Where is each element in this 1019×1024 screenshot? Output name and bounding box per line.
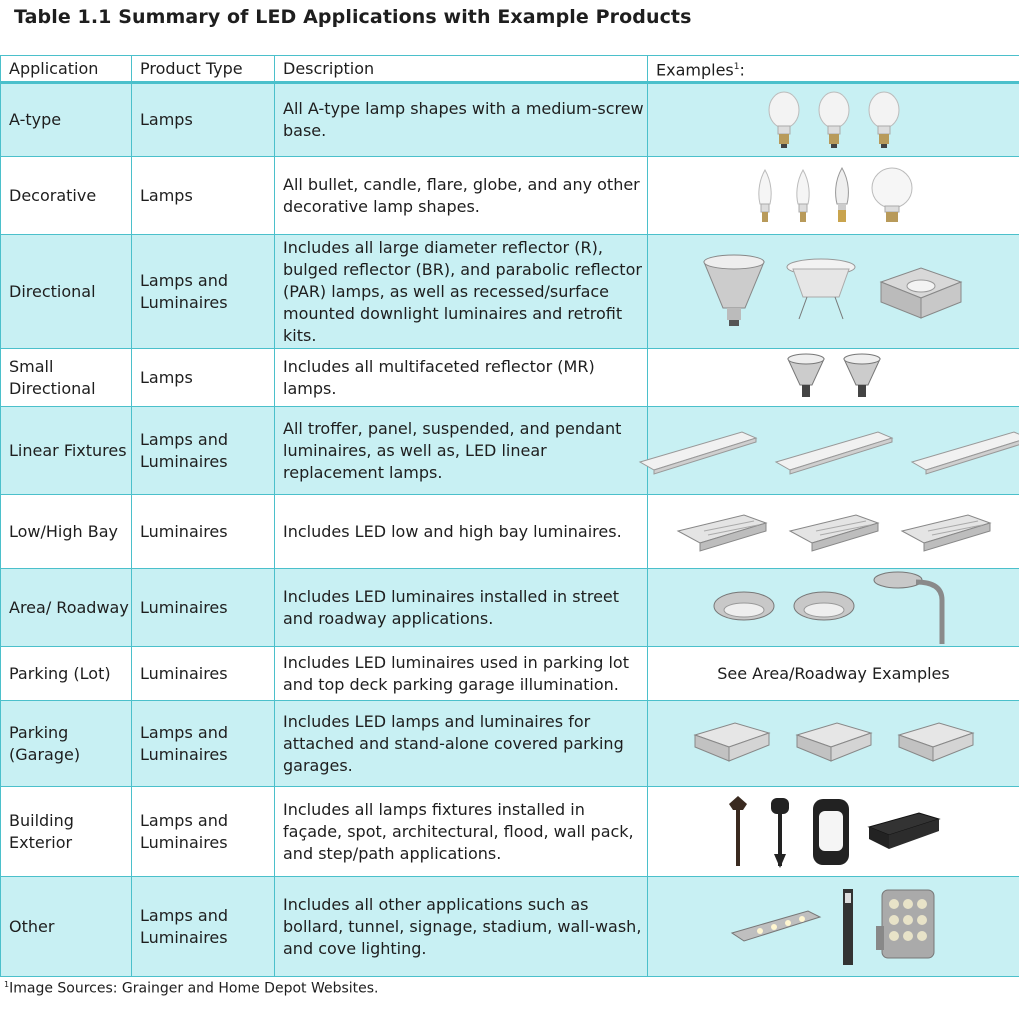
- cell-application: Directional: [1, 235, 132, 349]
- cell-examples: [648, 495, 1019, 569]
- table-row: [1, 157, 1019, 235]
- table-row: [1, 349, 1019, 407]
- cell-product-type: Lamps and Luminaires: [132, 407, 275, 495]
- cell-description: Includes all large diameter reflector (R), bulged reflector (BR), and parabolic reflector (PAR) lamps, as well as recessed/surface mounted downlight luminaires and retrofit kits.: [275, 235, 648, 349]
- a-type-bulb-icon: [817, 90, 851, 150]
- mr-lamp-icon: [786, 353, 826, 403]
- table-row: [1, 787, 1019, 877]
- header-examples-colon: :: [739, 60, 745, 80]
- header-examples-footnote-mark: 1: [733, 62, 740, 72]
- mr-lamp-icon: [842, 353, 882, 403]
- example-product-images: [648, 426, 1019, 476]
- footnote-text: Image Sources: Grainger and Home Depot Websites.: [9, 980, 379, 997]
- garage-fixture-icon: [791, 717, 877, 771]
- cell-description: Includes all lamps fixtures installed in façade, spot, architectural, flood, wall pack, and step/path applications.: [275, 787, 648, 877]
- cell-application: Linear Fixtures: [1, 407, 132, 495]
- table-row: [1, 407, 1019, 495]
- cell-product-type: Lamps: [132, 83, 275, 157]
- cell-examples: [648, 83, 1019, 157]
- table-row: [1, 235, 1019, 349]
- example-product-images: [648, 570, 1019, 646]
- cell-product-type: Lamps: [132, 157, 275, 235]
- cell-examples: [648, 349, 1019, 407]
- header-application: Application: [1, 56, 132, 83]
- header-examples: [648, 56, 1019, 83]
- cell-application: Small Directional: [1, 349, 132, 407]
- led-applications-table: [0, 55, 1019, 977]
- high-bay-icon: [674, 509, 770, 555]
- example-product-images: [648, 886, 1019, 968]
- cell-examples: [648, 407, 1019, 495]
- cell-examples: [648, 157, 1019, 235]
- cell-application: Other: [1, 877, 132, 977]
- cell-examples: [648, 787, 1019, 877]
- table-row: [1, 495, 1019, 569]
- cell-description: Includes all other applications such as bollard, tunnel, signage, stadium, wall-wash, and cove lighting.: [275, 877, 648, 977]
- cell-product-type: Lamps and Luminaires: [132, 877, 275, 977]
- cell-description: All A-type lamp shapes with a medium-screw base.: [275, 83, 648, 157]
- wall-sconce-icon: [811, 797, 851, 867]
- garage-fixture-icon: [689, 717, 775, 771]
- cell-product-type: Luminaires: [132, 647, 275, 701]
- table-row: [1, 569, 1019, 647]
- example-product-images: [648, 794, 1019, 870]
- example-product-images: [648, 166, 1019, 226]
- high-bay-icon: [898, 509, 994, 555]
- candle-bulb-icon: [792, 166, 814, 226]
- cell-application: Parking (Lot): [1, 647, 132, 701]
- cell-product-type: Lamps and Luminaires: [132, 701, 275, 787]
- cell-product-type: Lamps and Luminaires: [132, 235, 275, 349]
- cell-examples: [648, 877, 1019, 977]
- cell-examples: [648, 701, 1019, 787]
- header-product-type: Product Type: [132, 56, 275, 83]
- cell-description: All troffer, panel, suspended, and pendant luminaires, as well as, LED linear replacement lamps.: [275, 407, 648, 495]
- example-product-images: [648, 353, 1019, 403]
- linear-fixture-icon: [638, 426, 758, 476]
- stadium-flood-icon: [874, 886, 938, 968]
- example-product-images: [648, 509, 1019, 555]
- globe-bulb-icon: [870, 166, 914, 226]
- example-product-images: [648, 254, 1019, 330]
- linear-fixture-icon: [910, 426, 1019, 476]
- flame-bulb-icon: [830, 166, 854, 226]
- cell-application: A-type: [1, 83, 132, 157]
- a-type-bulb-icon: [867, 90, 901, 150]
- cell-examples: [648, 647, 1019, 701]
- cell-product-type: Luminaires: [132, 569, 275, 647]
- footnote-mark: 1: [4, 980, 10, 989]
- recessed-kit-icon: [875, 260, 967, 324]
- cell-description: Includes LED lamps and luminaires for attached and stand-alone covered parking garages.: [275, 701, 648, 787]
- downlight-icon: [783, 257, 859, 327]
- a-type-bulb-icon: [767, 90, 801, 150]
- roadway-head-icon: [792, 586, 856, 630]
- cell-description: Includes all multifaceted reflector (MR) lamps.: [275, 349, 648, 407]
- cell-application: Low/High Bay: [1, 495, 132, 569]
- roadway-head-icon: [712, 586, 776, 630]
- table-row: [1, 83, 1019, 157]
- spot-light-icon: [765, 794, 795, 870]
- table-row: [1, 701, 1019, 787]
- cell-application: Parking (Garage): [1, 701, 132, 787]
- cell-application: Decorative: [1, 157, 132, 235]
- footnote: [4, 980, 379, 997]
- candle-bulb-icon: [754, 166, 776, 226]
- table-row: [1, 647, 1019, 701]
- wall-wash-bar-icon: [730, 905, 822, 949]
- example-product-images: [648, 90, 1019, 150]
- cell-description: Includes LED luminaires used in parking lot and top deck parking garage illumination.: [275, 647, 648, 701]
- cell-product-type: Lamps and Luminaires: [132, 787, 275, 877]
- table-title: Table 1.1 Summary of LED Applications with Example Products: [14, 6, 692, 28]
- cell-product-type: Luminaires: [132, 495, 275, 569]
- par-lamp-icon: [701, 254, 767, 330]
- high-bay-icon: [786, 509, 882, 555]
- table-row: [1, 877, 1019, 977]
- header-examples-label: Examples: [656, 60, 734, 80]
- example-product-images: [648, 717, 1019, 771]
- cell-description: Includes LED low and high bay luminaires.: [275, 495, 648, 569]
- cell-product-type: Lamps: [132, 349, 275, 407]
- cell-examples: [648, 235, 1019, 349]
- wall-pack-icon: [867, 809, 941, 855]
- garage-fixture-icon: [893, 717, 979, 771]
- table-header-row: [1, 56, 1019, 83]
- examples-text: See Area/Roadway Examples: [717, 663, 950, 683]
- linear-fixture-icon: [774, 426, 894, 476]
- cell-description: Includes LED luminaires installed in street and roadway applications.: [275, 569, 648, 647]
- path-light-icon: [727, 794, 749, 870]
- bollard-icon: [838, 887, 858, 967]
- cell-examples: [648, 569, 1019, 647]
- street-pole-icon: [872, 570, 956, 646]
- cell-application: Area/ Roadway: [1, 569, 132, 647]
- header-description: Description: [275, 56, 648, 83]
- cell-description: All bullet, candle, flare, globe, and any other decorative lamp shapes.: [275, 157, 648, 235]
- cell-application: Building Exterior: [1, 787, 132, 877]
